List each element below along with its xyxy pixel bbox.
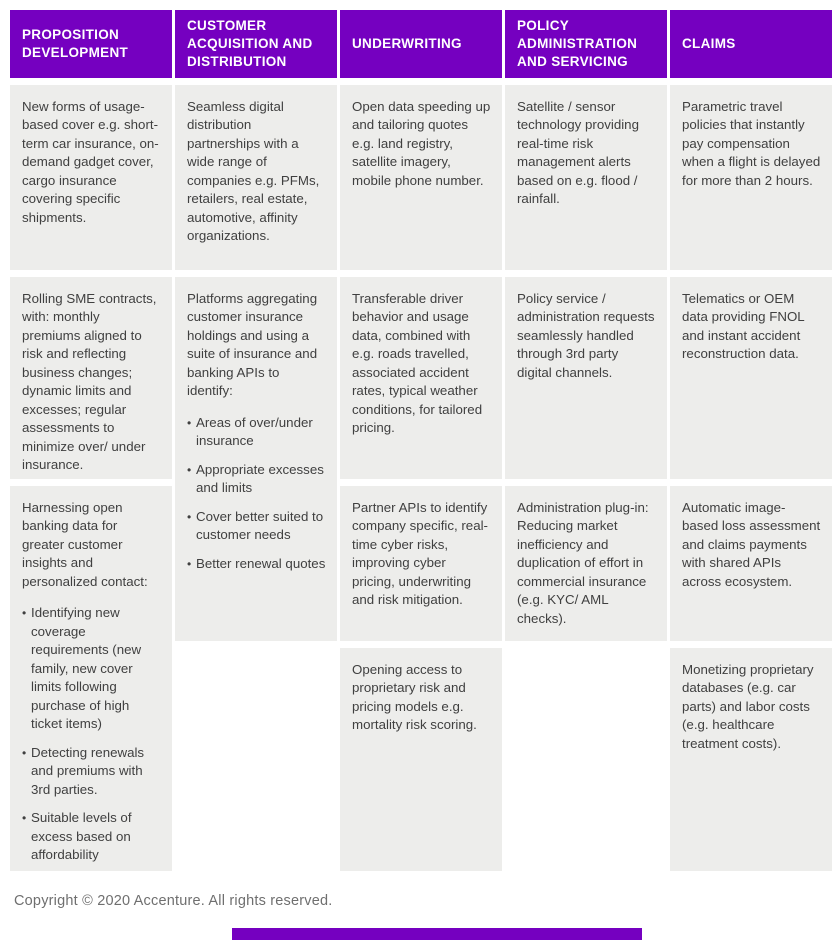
cell-text: Policy service / administration requests seamlessly handled through 3rd party digital channels. [517, 291, 655, 380]
column-header-policy-administration [505, 10, 667, 78]
list-item [187, 555, 326, 573]
cell-proposition-1 [10, 85, 172, 270]
bullet-icon [22, 604, 31, 733]
cell-claims-4 [670, 648, 832, 871]
column-header-label: PROPOSITION DEVELOPMENT [22, 27, 129, 60]
cell-claims-3 [670, 486, 832, 641]
bottom-accent-bar [232, 928, 642, 940]
cell-text: Seamless digital distribution partnerships with a wide range of companies e.g. PFMs, retailers, real estate, automotive, affinity organizations. [187, 99, 320, 244]
cell-text: Transferable driver behavior and usage data, combined with e.g. roads travelled, associated accident rates, typical weather conditions, for tailored pricing. [352, 291, 483, 436]
cell-policy-admin-3 [505, 486, 667, 641]
bullet-icon [187, 414, 196, 451]
column-header-proposition-development [10, 10, 172, 78]
cell-text: Monetizing proprietary databases (e.g. car parts) and labor costs (e.g. healthcare treatment costs). [682, 662, 814, 751]
bullet-text: Appropriate excesses and limits [196, 461, 324, 496]
cell-claims-2 [670, 277, 832, 479]
cell-underwriting-2 [340, 277, 502, 479]
list-item [187, 414, 326, 451]
bullet-icon [187, 555, 196, 573]
column-header-label: POLICY ADMINISTRATION AND SERVICING [517, 18, 638, 69]
cell-acquisition-2 [175, 277, 337, 641]
cell-policy-admin-1 [505, 85, 667, 270]
column-header-label: CUSTOMER ACQUISITION AND DISTRIBUTION [187, 18, 313, 69]
bullet-text: Identifying new coverage requirements (new family, new cover limits following purchase of high ticket items) [31, 605, 142, 732]
bullet-text: Better renewal quotes [196, 555, 326, 571]
cell-text: Opening access to proprietary risk and pricing models e.g. mortality risk scoring. [352, 662, 477, 733]
list-item [187, 508, 326, 545]
bullet-icon [22, 744, 31, 799]
copyright-notice: Copyright © 2020 Accenture. All rights reserved. [14, 893, 333, 909]
cell-text: Automatic image-based loss assessment and claims payments with shared APIs across ecosystem. [682, 500, 821, 589]
column-header-underwriting [340, 10, 502, 78]
column-header-customer-acquisition [175, 10, 337, 78]
list-item [187, 461, 326, 498]
bullet-icon [187, 508, 196, 545]
cell-underwriting-1 [340, 85, 502, 270]
cell-text: Harnessing open banking data for greater customer insights and personalized contact: [22, 500, 148, 589]
column-header-claims [670, 10, 832, 78]
cell-policy-admin-2 [505, 277, 667, 479]
cell-acquisition-1 [175, 85, 337, 270]
bullet-text: Detecting renewals and premiums with 3rd parties. [31, 744, 145, 797]
bullet-icon [187, 461, 196, 498]
column-header-label: UNDERWRITING [352, 36, 462, 52]
bullet-text: Areas of over/under insurance [196, 414, 313, 449]
value-chain-grid [10, 10, 832, 871]
cell-proposition-3 [10, 486, 172, 871]
cell-text: Rolling SME contracts, with: monthly premiums aligned to risk and reflecting business changes; dynamic limits and excesses; regular assessments to minimize over/ under insurance. [22, 291, 157, 473]
cell-underwriting-3 [340, 486, 502, 641]
cell-underwriting-4 [340, 648, 502, 871]
cell-text: Administration plug-in: Reducing market inefficiency and duplication of effort in commercial insurance (e.g. KYC/ AML checks). [517, 500, 649, 626]
cell-text: Satellite / sensor technology providing real-time risk management alerts based on e.g. flood / rainfall. [517, 99, 639, 207]
cell-claims-1 [670, 85, 832, 270]
cell-text: Open data speeding up and tailoring quotes e.g. land registry, satellite imagery, mobile phone number. [352, 99, 491, 188]
column-header-label: CLAIMS [682, 36, 736, 52]
cell-proposition-2 [10, 277, 172, 479]
cell-text: Telematics or OEM data providing FNOL and instant accident reconstruction data. [682, 291, 805, 362]
bullet-icon [22, 809, 31, 864]
cell-text: New forms of usage-based cover e.g. short-term car insurance, on-demand gadget cover, cargo insurance covering specific shipments. [22, 99, 159, 225]
bullet-text: Cover better suited to customer needs [196, 508, 324, 543]
list-item [22, 744, 161, 799]
list-item [22, 809, 161, 864]
bullet-text: Suitable levels of excess based on affordability [31, 810, 132, 862]
cell-text: Partner APIs to identify company specific, real-time cyber risks, improving cyber pricing, underwriting and risk mitigation. [352, 500, 488, 608]
cell-text: Platforms aggregating customer insurance holdings and using a suite of insurance and banking APIs to identify: [187, 291, 318, 399]
cell-text: Parametric travel policies that instantly pay compensation when a flight is delayed for more than 2 hours. [682, 99, 821, 188]
list-item [22, 604, 161, 733]
